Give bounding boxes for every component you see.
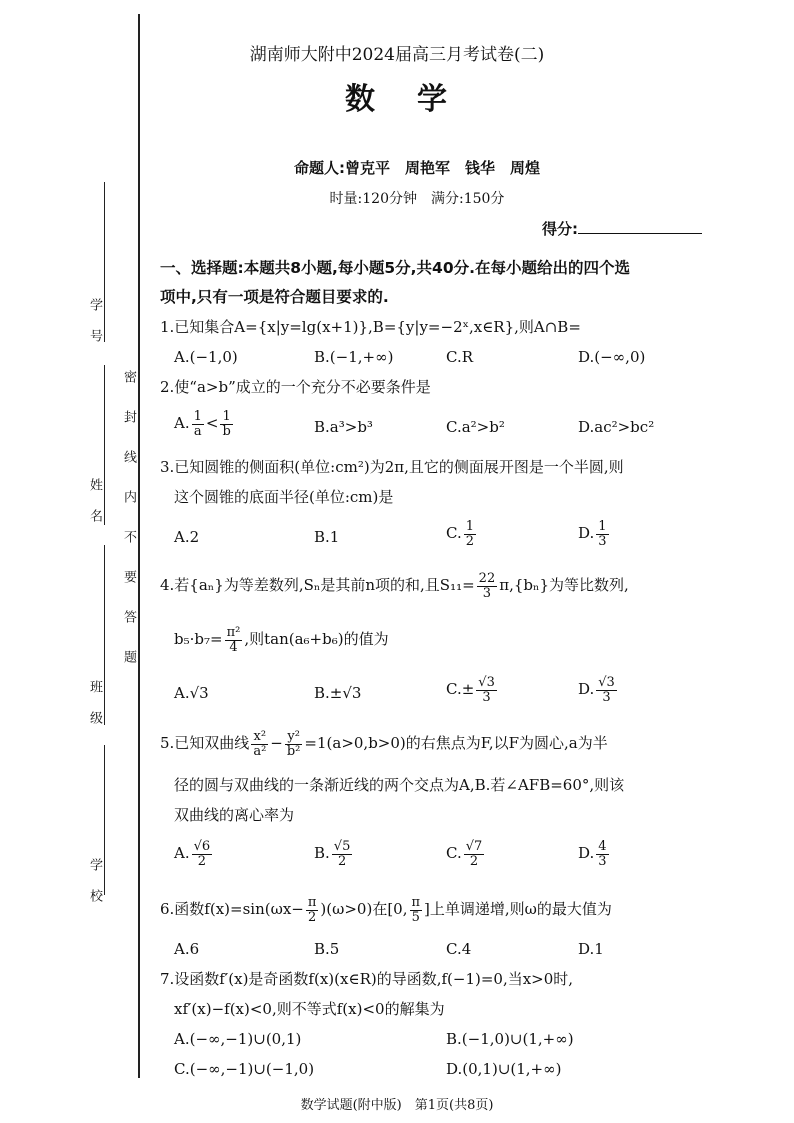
score-label: 得分: (542, 220, 578, 238)
q1-option-d[interactable]: D.(−∞,0) (578, 348, 646, 366)
q7-option-d[interactable]: D.(0,1)∪(1,+∞) (446, 1060, 562, 1078)
q3-d-frac: $\frac{1}{3}$ (598, 519, 607, 549)
q5-option-c-label: C. (446, 844, 462, 863)
student-number-label: 学号 (87, 298, 102, 360)
q4-d-frac: $\frac{√3}{3}$ (598, 675, 615, 705)
q5-b-frac: $\frac{√5}{2}$ (333, 839, 351, 869)
q6-option-b[interactable]: B.5 (314, 940, 340, 958)
question-4-stem: 4.若{aₙ}为等差数列,Sₙ是其前n项的和,且S₁₁= $\frac{22}{3}$ π,{bₙ}为等比数列, (160, 571, 629, 601)
page-footer: 数学试题(附中版) 第1页(共8页) (300, 1098, 494, 1113)
question-3-stem-2: 这个圆锥的底面半径(单位:cm)是 (174, 488, 394, 506)
question-7-stem: 7.设函数f′(x)是奇函数f(x)(x∈R)的导函数,f(−1)=0,当x>0时, (160, 970, 574, 988)
q4-option-c[interactable] (446, 676, 499, 704)
question-5-stem-3: 双曲线的离心率为 (174, 806, 295, 824)
name-label: 姓名 (87, 478, 102, 540)
q5-x2-frac: $\frac{\text{x²}}{\text{a²}}$ (253, 729, 267, 759)
q5-y2-frac: $\frac{\text{y²}}{\text{b²}}$ (286, 729, 301, 759)
q4-s11-frac: $\frac{22}{3}$ (478, 571, 496, 601)
score-area (542, 217, 702, 239)
question-6-stem: 6.函数f(x)=sin(ωx− $\frac{\pi}{2}$ )(ω>0)在[0, $\frac{\pi}{5}$ ]上单调递增,则ω的最大值为 (160, 895, 612, 925)
q6-option-d[interactable]: D.1 (578, 940, 604, 958)
q6-pi2-frac: $\frac{\pi}{2}$ (307, 895, 317, 925)
q3-option-c-label: C. (446, 524, 462, 543)
q4-option-b[interactable]: B.±√3 (314, 684, 362, 702)
q4-b-frac: $\frac{\text{π²}}{4}$ (226, 625, 241, 655)
q1-option-a[interactable]: A.(−1,0) (174, 348, 238, 366)
authors-line: 命题人:曾克平 周艳军 钱华 周煌 (293, 159, 540, 177)
question-4-stem-2: b₅·b₇= $\frac{\text{π²}}{4}$ ,则tan(a₆+b₆)的值为 (174, 625, 389, 655)
section-heading-line1: 一、选择题:本题共8小题,每小题5分,共40分.在每小题给出的四个选 (160, 259, 631, 277)
q2-option-b[interactable]: B.a³>b³ (314, 418, 373, 436)
school-field[interactable] (104, 745, 105, 895)
seal-notice: 密封线内不要答题 (121, 370, 136, 690)
q5-option-b-label: B. (314, 844, 330, 863)
q7-option-a[interactable]: A.(−∞,−1)∪(0,1) (174, 1030, 302, 1048)
q4-option-a[interactable]: A.√3 (174, 684, 209, 702)
q4-option-d[interactable] (578, 676, 619, 704)
question-3-stem: 3.已知圆锥的侧面积(单位:cm²)为2π,且它的侧面展开图是一个半圆,则 (160, 458, 624, 476)
q1-option-b[interactable]: B.(−1,+∞) (314, 348, 394, 366)
class-field[interactable] (104, 545, 105, 725)
q5-c-frac: $\frac{√7}{2}$ (465, 839, 483, 869)
q4-c-frac: $\frac{√3}{3}$ (478, 675, 495, 705)
q5-option-b[interactable] (314, 840, 354, 868)
q2-option-c[interactable]: C.a²>b² (446, 418, 505, 436)
q5-option-c[interactable] (446, 840, 486, 868)
question-5-stem: 5.已知双曲线 $\frac{\text{x²}}{\text{a²}}$ − $\frac{\text{y²}}{\text{b²}}$ =1(a>0,b>0)的右焦点为F,以F为圆心,a为半 (160, 729, 608, 759)
q5-option-d-label: D. (578, 844, 595, 863)
question-2-stem: 2.使“a>b”成立的一个充分不必要条件是 (160, 378, 431, 396)
q2-option-d[interactable]: D.ac²>bc² (578, 418, 655, 436)
q2-option-a[interactable] (174, 410, 235, 438)
q4-option-c-label: C.± (446, 680, 475, 699)
q2-frac-1: $\frac{1}{a}$ (193, 409, 202, 439)
q3-c-frac: $\frac{1}{2}$ (465, 519, 474, 549)
q3-option-c[interactable] (446, 520, 478, 548)
section-heading-line2: 项中,只有一项是符合题目要求的. (160, 288, 389, 307)
q3-option-b[interactable]: B.1 (314, 528, 340, 546)
q6-option-a[interactable]: A.6 (174, 940, 200, 958)
q2-option-a-label: A. (174, 414, 190, 433)
q3-option-d[interactable] (578, 520, 611, 548)
name-field[interactable] (104, 365, 105, 525)
q6-option-c[interactable]: C.4 (446, 940, 472, 958)
question-5-stem-2: 径的圆与双曲线的一条渐近线的两个交点为A,B.若∠AFB=60°,则该 (174, 776, 625, 794)
q2-frac-2: $\frac{1}{b}$ (222, 409, 231, 439)
question-7-stem-2: xf′(x)−f(x)<0,则不等式f(x)<0的解集为 (174, 1000, 445, 1018)
q3-option-d-label: D. (578, 524, 595, 543)
q5-option-a-label: A. (174, 844, 190, 863)
q5-d-frac: $\frac{4}{3}$ (598, 839, 607, 869)
q5-a-frac: $\frac{√6}{2}$ (193, 839, 211, 869)
q4-option-d-label: D. (578, 680, 595, 699)
q5-option-d[interactable] (578, 840, 611, 868)
q7-option-b[interactable]: B.(−1,0)∪(1,+∞) (446, 1030, 574, 1048)
school-label: 学校 (87, 858, 102, 920)
exam-school-line: 湖南师大附中2024届高三月考试卷(二) (249, 45, 545, 65)
class-label: 班级 (87, 680, 102, 742)
q3-option-a[interactable]: A.2 (174, 528, 200, 546)
q6-pi5-frac: $\frac{\pi}{5}$ (411, 895, 421, 925)
q2-less-than: < (205, 414, 219, 433)
q1-option-c[interactable]: C.R (446, 348, 474, 366)
section-heading (160, 254, 720, 313)
score-field[interactable] (578, 217, 702, 234)
q7-option-c[interactable]: C.(−∞,−1)∪(−1,0) (174, 1060, 315, 1078)
time-score-line: 时量:120分钟 满分:150分 (329, 191, 505, 207)
q5-option-a[interactable] (174, 840, 214, 868)
subject-title: 数学 (345, 82, 489, 117)
question-1-stem: 1.已知集合A={x|y=lg(x+1)},B={y|y=−2ˣ,x∈R},则A∩B= (160, 318, 581, 336)
